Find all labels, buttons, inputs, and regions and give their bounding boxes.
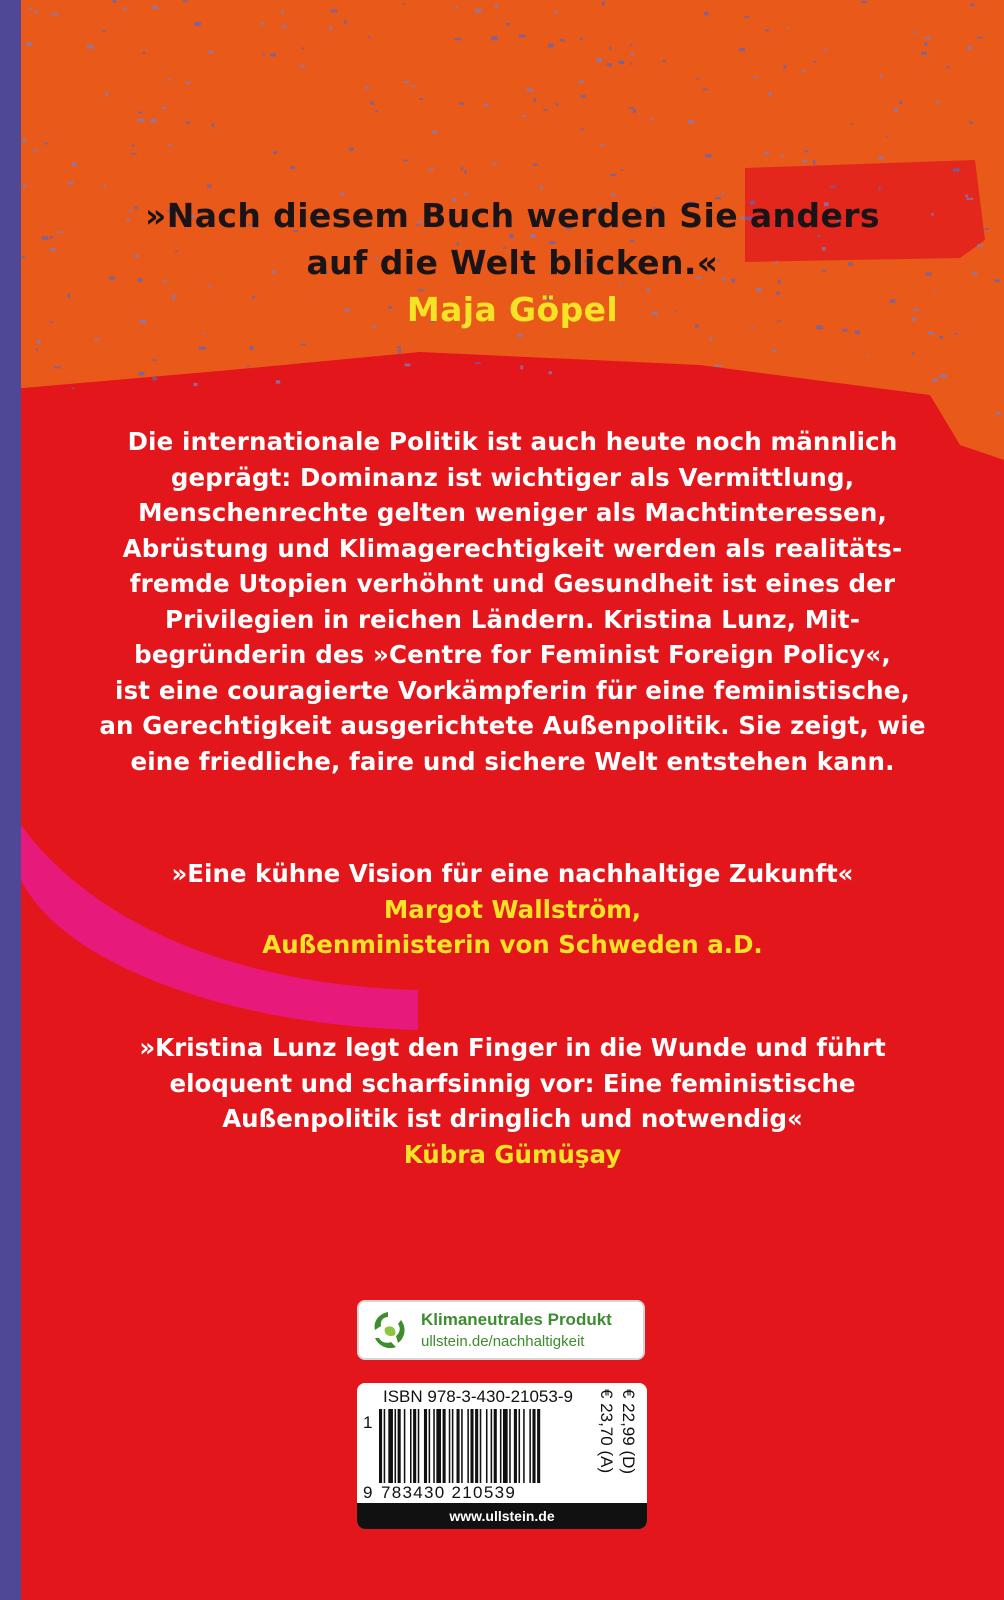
barcode-bar <box>388 1409 393 1483</box>
quote-author: Margot Wallström, <box>383 894 642 924</box>
climate-neutral-badge <box>357 1300 645 1360</box>
speckle <box>162 107 167 109</box>
recycle-leaf-icon <box>365 1308 411 1354</box>
speckle <box>697 78 699 80</box>
speckle <box>704 12 708 16</box>
quote-guemuesay <box>21 1030 1004 1172</box>
barcode-label <box>357 1383 647 1529</box>
speckle <box>549 371 552 374</box>
speckle <box>465 170 467 174</box>
quote-text: »Eine kühne Vision für eine nachhaltige Zukunft« <box>171 859 854 888</box>
speckle <box>349 148 354 151</box>
speckle <box>68 181 73 184</box>
speckle <box>861 1 867 3</box>
speckle <box>36 348 38 351</box>
speckle <box>152 359 157 361</box>
spine-edge <box>0 0 21 1600</box>
barcode-bar <box>500 1409 502 1483</box>
speckle <box>936 101 940 104</box>
speckle <box>946 66 950 68</box>
speckle <box>688 120 694 124</box>
speckle <box>23 185 27 188</box>
speckle <box>299 66 305 68</box>
blurb-line: Abrüstung und Klimagerechtigkeit werden als realitäts- <box>122 533 903 563</box>
barcode-digit-bottom: 9 <box>363 1483 373 1502</box>
speckle <box>912 352 914 355</box>
speckle <box>87 45 94 49</box>
speckle <box>186 121 190 123</box>
speckle <box>72 162 76 166</box>
speckle <box>851 123 853 125</box>
speckle <box>273 151 277 154</box>
speckle <box>543 109 547 111</box>
speckle <box>768 92 772 95</box>
speckle <box>878 156 883 159</box>
speckle <box>805 150 809 152</box>
speckle <box>523 115 526 117</box>
speckle <box>618 62 624 64</box>
speckle <box>104 184 106 187</box>
price-block <box>529 1389 639 1499</box>
speckle <box>398 349 401 353</box>
barcode-bar <box>470 1409 473 1483</box>
speckle <box>519 35 525 38</box>
speckle <box>375 110 378 112</box>
speckle <box>250 346 254 350</box>
speckle <box>663 60 666 63</box>
barcode-digits: 783430 210539 <box>381 1483 517 1502</box>
speckle <box>764 152 769 155</box>
barcode-bar <box>467 1409 469 1483</box>
blurb-line: an Gerechtigkeit ausgerichtete Außenpolitik. Sie zeigt, wie <box>99 711 926 740</box>
barcode-bar <box>433 1409 435 1483</box>
speckle <box>601 144 606 146</box>
barcode-bar <box>449 1409 451 1483</box>
isbn-number: ISBN 978-3-430-21053-9 <box>383 1387 573 1406</box>
blurb-line: fremde Utopien verhöhnt und Gesundheit ist eines der <box>129 569 896 598</box>
speckle <box>953 168 960 172</box>
speckle <box>609 46 611 50</box>
speckle <box>866 355 868 357</box>
speckle <box>152 377 157 381</box>
speckle <box>813 160 816 164</box>
blurb-line: Privilegien in reichen Ländern. Kristina Lunz, Mit- <box>164 604 861 634</box>
barcode-bar <box>395 1409 397 1483</box>
speckle <box>411 85 415 87</box>
blurb-line: geprägt: Dominanz ist wichtiger als Vermittlung, <box>170 462 855 492</box>
speckle <box>168 78 171 80</box>
barcode-bar <box>486 1409 488 1483</box>
speckle <box>113 0 117 3</box>
speckle <box>744 16 749 18</box>
speckle <box>814 61 817 63</box>
speckle <box>533 164 538 166</box>
barcode-bar <box>480 1409 482 1483</box>
speckle <box>554 11 557 14</box>
price-germany: € 22,99 (D) <box>619 1389 638 1475</box>
speckle <box>459 102 464 104</box>
speckle <box>801 70 806 72</box>
speckle <box>939 336 943 339</box>
speckle <box>969 122 973 124</box>
speckle <box>880 74 882 78</box>
speckle <box>955 333 958 335</box>
quote-line: eloquent und scharfsinnig vor: Eine feministische <box>169 1068 856 1098</box>
barcode-bar <box>457 1409 460 1483</box>
speckle <box>714 365 721 367</box>
speckle <box>262 54 266 56</box>
speckle <box>143 52 146 55</box>
blurb-line: Menschenrechte gelten weniger als Machtinteressen, <box>138 498 887 527</box>
speckle <box>403 81 408 83</box>
speckle <box>461 167 464 170</box>
speckle <box>803 160 808 163</box>
speckle <box>886 136 888 138</box>
speckle <box>94 338 99 340</box>
speckle <box>824 49 828 51</box>
speckle <box>106 93 109 96</box>
speckle <box>261 22 265 24</box>
speckle <box>270 54 276 57</box>
speckle <box>970 3 974 6</box>
speckle <box>581 128 584 130</box>
barcode-bar <box>384 1409 386 1483</box>
speckle <box>138 372 144 376</box>
speckle <box>32 150 38 152</box>
speckle <box>914 31 917 33</box>
speckle <box>548 44 554 48</box>
barcode-bar <box>429 1409 431 1483</box>
speckle <box>168 144 171 146</box>
speckle <box>630 44 632 46</box>
price-austria: € 23,70 (A) <box>597 1389 616 1474</box>
speckle <box>560 39 565 41</box>
speckle <box>555 103 558 105</box>
speckle <box>879 187 881 191</box>
quote-author: Kübra Gümüşay <box>403 1139 622 1169</box>
speckle <box>940 374 946 378</box>
speckle <box>783 65 786 69</box>
speckle <box>103 30 106 32</box>
speckle <box>54 367 61 369</box>
speckle <box>495 4 498 8</box>
speckle <box>186 82 191 85</box>
speckle <box>45 142 49 144</box>
speckle <box>831 186 836 188</box>
speckle <box>405 364 411 367</box>
speckle <box>610 174 616 176</box>
speckle <box>301 344 306 346</box>
speckle <box>702 89 708 91</box>
speckle <box>124 7 127 10</box>
speckle <box>788 27 790 29</box>
speckle <box>368 36 371 38</box>
speckle <box>455 38 461 40</box>
speckle <box>492 163 497 165</box>
speckle <box>209 51 213 54</box>
blurb-line: begründerin des »Centre for Feminist Foreign Policy«, <box>134 640 891 669</box>
speckle <box>977 37 983 39</box>
speckle <box>578 81 584 83</box>
speckle <box>331 10 338 13</box>
speckle <box>247 365 250 367</box>
speckle <box>207 185 212 188</box>
quote-line: »Kristina Lunz legt den Finger in die Wunde und führt <box>139 1033 886 1062</box>
speckle <box>899 101 902 104</box>
top-quote <box>21 192 1004 333</box>
speckle <box>37 340 41 344</box>
quote-wallstroem <box>21 856 1004 963</box>
speckle <box>753 76 759 78</box>
barcode-bar <box>475 1409 478 1483</box>
barcode-bar <box>443 1409 446 1483</box>
speckle <box>456 6 458 9</box>
speckle <box>419 98 423 100</box>
speckle <box>72 388 75 390</box>
speckle <box>302 47 305 49</box>
speckle <box>403 3 406 5</box>
speckle <box>212 123 215 127</box>
speckle <box>428 169 434 171</box>
speckle <box>739 48 745 51</box>
speckle <box>475 9 481 13</box>
blurb-line: eine friedliche, faire und sichere Welt entstehen kann. <box>130 746 895 776</box>
barcode-bar <box>494 1409 497 1483</box>
speckle <box>581 95 586 98</box>
speckle <box>580 37 583 40</box>
speckle <box>631 53 635 56</box>
speckle <box>138 119 145 122</box>
speckle <box>365 86 369 89</box>
speckle <box>925 37 931 39</box>
barcode-digit-top: 1 <box>363 1413 373 1432</box>
barcode-bar <box>523 1409 525 1483</box>
barcode-bar <box>410 1409 412 1483</box>
speckle <box>628 107 634 109</box>
speckle <box>765 29 769 31</box>
speckle <box>281 11 284 14</box>
barcode-bar <box>514 1409 517 1483</box>
barcode-bar <box>398 1409 401 1483</box>
speckle <box>649 118 653 120</box>
barcode-bar <box>519 1409 521 1483</box>
speckle <box>183 0 188 2</box>
speckle <box>921 52 927 55</box>
speckle <box>520 366 523 370</box>
speckle <box>518 334 523 337</box>
speckle <box>924 43 927 47</box>
speckle <box>967 46 971 50</box>
speckle <box>781 155 785 157</box>
speckle <box>710 337 712 341</box>
blurb-line: Die internationale Politik ist auch heute noch männlich <box>127 427 898 456</box>
speckle <box>432 131 437 134</box>
speckle <box>527 89 534 92</box>
top-quote-line-1: »Nach diesem Buch werden Sie anders <box>145 196 880 235</box>
barcode-bar <box>491 1409 493 1483</box>
speckle <box>151 119 157 123</box>
speckle <box>194 383 198 386</box>
speckle <box>281 25 287 27</box>
speckle <box>276 380 280 384</box>
speckle <box>507 23 510 26</box>
speckle <box>602 2 605 6</box>
speckle <box>371 101 375 105</box>
badge-url: ullstein.de/nachhaltigkeit <box>421 1333 585 1350</box>
speckle <box>397 346 401 348</box>
barcode-bar <box>503 1409 508 1483</box>
publisher-website: www.ullstein.de <box>357 1503 647 1529</box>
speckle <box>475 362 481 364</box>
speckle <box>607 63 612 66</box>
speckle <box>932 379 938 382</box>
speckle <box>52 13 59 15</box>
top-quote-line-2: auf die Welt blicken.« <box>306 243 719 282</box>
speckle <box>138 112 142 114</box>
speckle <box>597 58 603 62</box>
barcode-bar <box>424 1409 427 1483</box>
badge-title: Klimaneutrales Produkt <box>421 1310 612 1329</box>
speckle <box>491 36 498 40</box>
speckle <box>132 144 135 147</box>
barcode-bar <box>461 1409 463 1483</box>
speckle <box>153 6 159 10</box>
speckle <box>633 109 636 113</box>
speckle <box>403 160 408 162</box>
speckle <box>329 27 332 31</box>
quote-line: Außenpolitik ist dringlich und notwendig« <box>222 1104 803 1133</box>
speckle <box>540 186 543 190</box>
speckle <box>29 8 32 10</box>
speckle <box>194 22 201 26</box>
barcode-bar <box>404 1409 406 1483</box>
quote-author-role: Außenministerin von Schweden a.D. <box>262 930 763 959</box>
speckle <box>996 412 1001 415</box>
speckle <box>35 10 38 13</box>
speckle <box>26 42 31 46</box>
speckle <box>894 109 898 112</box>
speckle <box>344 20 346 24</box>
blurb-line: ist eine couragierte Vorkämpferin für eine feministische, <box>115 675 910 705</box>
speckle <box>131 153 137 155</box>
speckle <box>621 169 623 171</box>
speckle <box>199 347 206 350</box>
speckle <box>771 350 777 352</box>
barcode-bar <box>379 1409 382 1483</box>
speckle <box>484 104 489 107</box>
speckle <box>705 154 711 157</box>
barcode-bar <box>418 1409 420 1483</box>
barcode-bar <box>436 1409 441 1483</box>
speckle <box>290 166 295 169</box>
speckle <box>534 98 537 102</box>
speckle <box>630 63 632 65</box>
barcode-bar <box>509 1409 511 1483</box>
barcode-bar <box>413 1409 416 1483</box>
barcode-bar <box>452 1409 454 1483</box>
top-quote-author: Maja Göpel <box>406 290 619 329</box>
speckle <box>23 139 27 143</box>
blurb <box>21 424 1004 779</box>
